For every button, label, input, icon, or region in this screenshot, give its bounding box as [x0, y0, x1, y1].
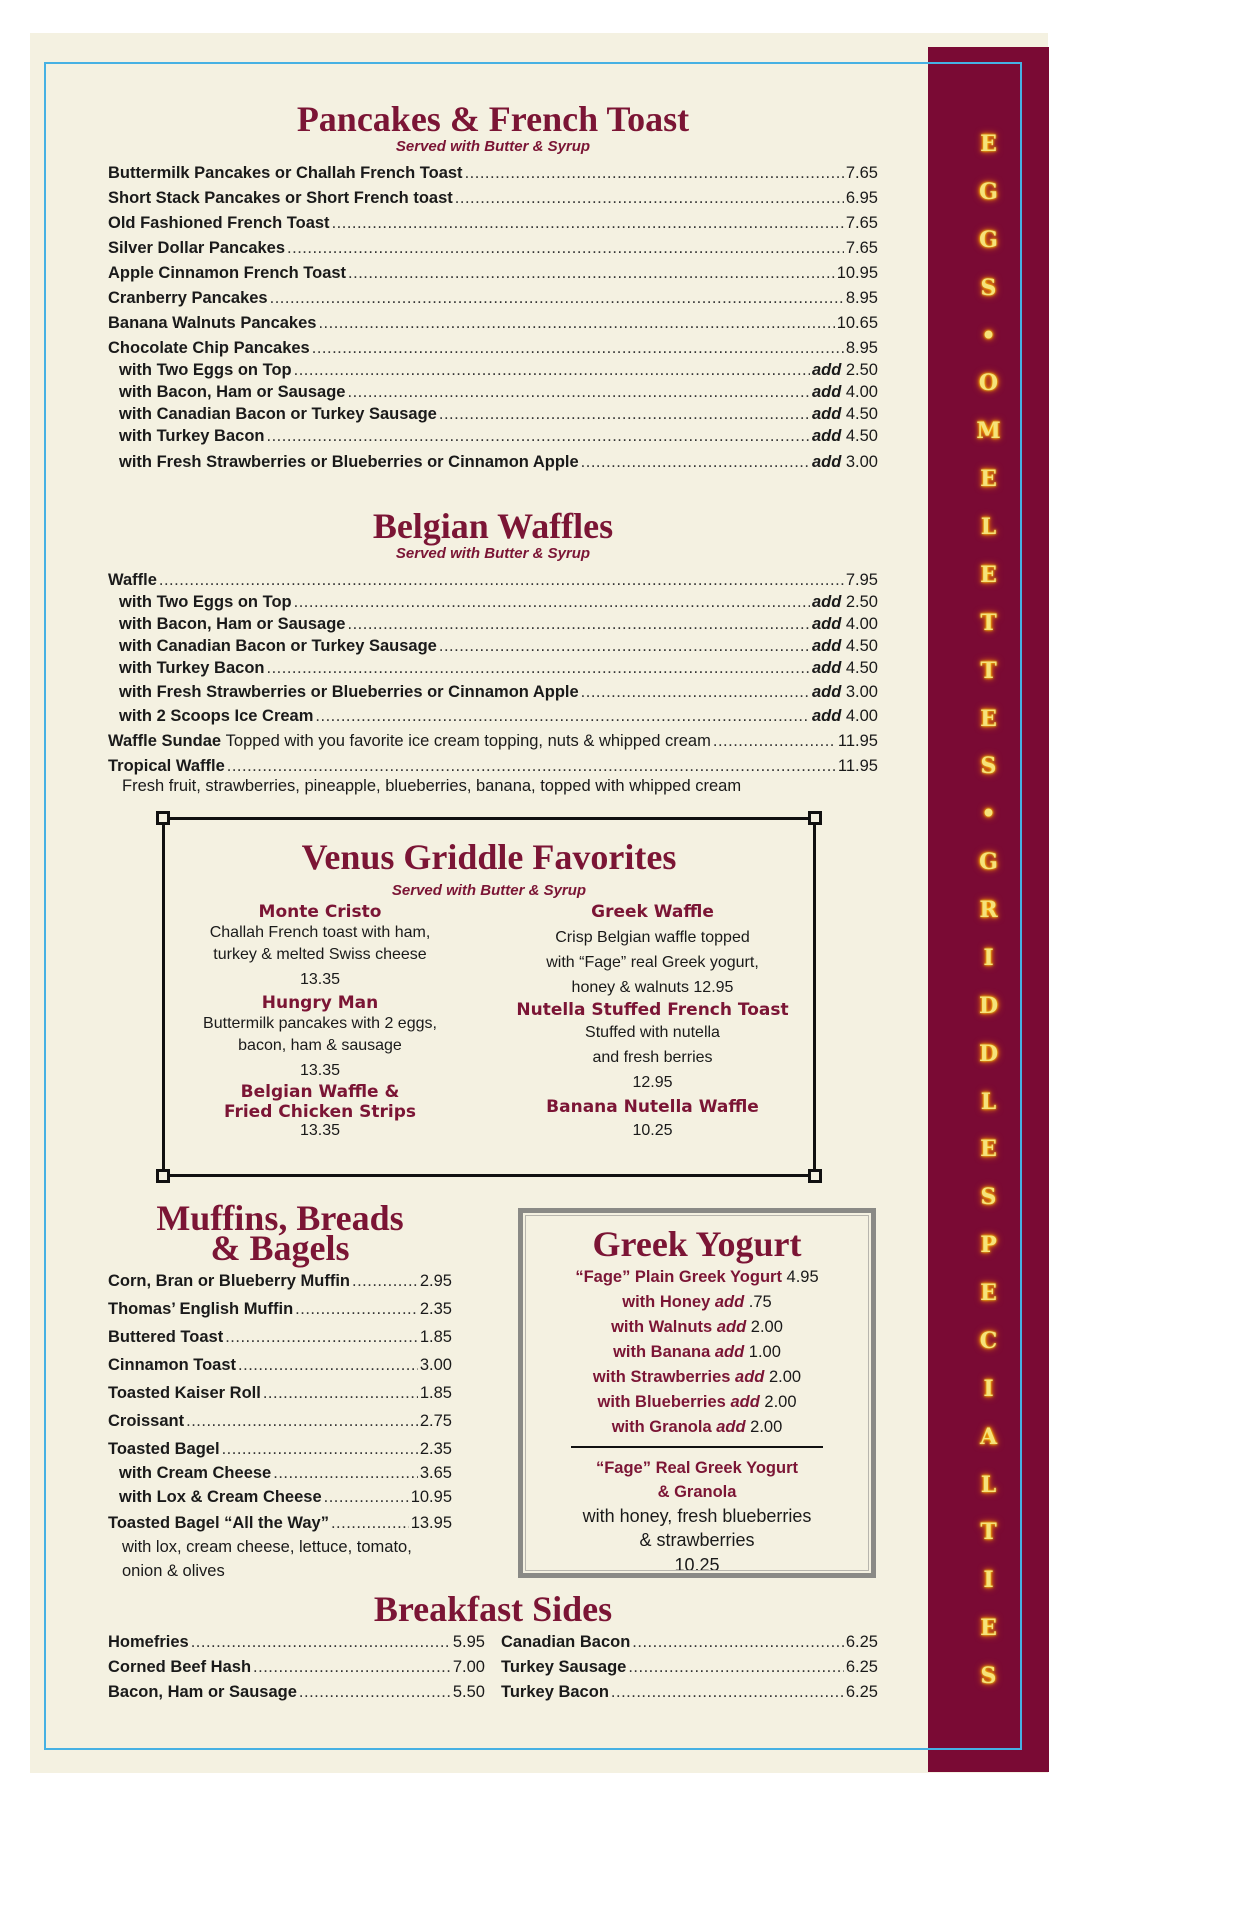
- menu-item: Croissant ..... 2.75: [108, 1411, 452, 1431]
- item-price: 13.35: [299, 971, 341, 988]
- item-description: onion & olives: [122, 1562, 225, 1580]
- menu-item: Corned Beef Hash ..... 7.00: [108, 1657, 485, 1677]
- menu-item: Corn, Bran or Blueberry Muffin ..... 2.95: [108, 1271, 452, 1291]
- menu-item: Chocolate Chip Pancakes ..... 8.95: [108, 338, 878, 358]
- item-price: 12.95: [632, 1074, 673, 1091]
- venus-right-column: [485, 902, 820, 1142]
- side-banner-letter: E: [980, 466, 997, 493]
- addon-item: with Cream Cheese ..... 3.65: [108, 1463, 452, 1483]
- venus-favorites-box: [162, 817, 816, 1177]
- section-subtitle: Served with Butter & Syrup: [395, 545, 591, 562]
- side-banner-letter: G: [979, 226, 998, 253]
- addon-item: with Turkey Bacon ..... add 4.50: [108, 658, 878, 678]
- item-name: Nutella Stuffed French Toast: [516, 1000, 789, 1020]
- section-pancakes: [108, 100, 878, 472]
- box-corner: [156, 811, 170, 825]
- addon-item: with Fresh Strawberries or Blueberries or Cinnamon Apple ..... add 3.00: [108, 452, 878, 472]
- item-description: with “Fage” real Greek yogurt,: [546, 954, 759, 971]
- menu-item: Turkey Bacon ..... 6.25: [501, 1682, 878, 1702]
- item-description: and fresh berries: [592, 1049, 713, 1066]
- item-description: Fresh fruit, strawberries, pineapple, blueberries, banana, topped with whipped cream: [122, 777, 742, 795]
- item-description: Stuffed with nutella: [585, 1024, 720, 1041]
- section-title: Belgian Waffles: [372, 506, 614, 546]
- venus-left-column: [165, 902, 475, 1140]
- section-title: Pancakes & French Toast: [296, 99, 690, 139]
- item-name: Fried Chicken Strips: [223, 1102, 417, 1122]
- addon-item: with Canadian Bacon or Turkey Sausage ..... add 4.50: [108, 636, 878, 656]
- item-price: 13.35: [299, 1062, 341, 1079]
- side-banner-letter: I: [983, 1567, 994, 1594]
- item-description: with lox, cream cheese, lettuce, tomato,: [122, 1538, 412, 1556]
- greek-yogurt-box: [518, 1208, 876, 1578]
- side-banner-letter: E: [980, 705, 997, 732]
- item-description: with honey, fresh blueberries: [582, 1506, 812, 1526]
- section-waffles: [108, 507, 878, 796]
- box-corner: [808, 811, 822, 825]
- side-banner-letter: E: [980, 1136, 997, 1163]
- section-title: & Bagels: [210, 1228, 350, 1268]
- menu-item: Cranberry Pancakes ..... 8.95: [108, 288, 878, 308]
- menu-item: Silver Dollar Pancakes ..... 7.65: [108, 238, 878, 258]
- side-banner-letter: S: [980, 274, 997, 301]
- menu-item: Waffle ..... 7.95: [108, 570, 878, 590]
- menu-item: Buttermilk Pancakes or Challah French Toast ..... 7.65: [108, 163, 878, 183]
- section-subtitle: Served with Butter & Syrup: [395, 138, 591, 155]
- addon-item: with Granola add 2.00: [611, 1418, 783, 1436]
- sides-right-column: [501, 1632, 878, 1702]
- side-banner-letter: T: [980, 1519, 997, 1546]
- section-title: Muffins, Breads: [156, 1198, 404, 1238]
- menu-item: Tropical Waffle ..... 11.95: [108, 756, 878, 776]
- menu-item: Toasted Bagel ..... 2.35: [108, 1439, 452, 1459]
- menu-item: Old Fashioned French Toast ..... 7.65: [108, 213, 878, 233]
- menu-item: Buttered Toast ..... 1.85: [108, 1327, 452, 1347]
- side-banner-letter: E: [980, 1280, 997, 1306]
- side-banner-letter: E: [980, 561, 997, 588]
- section-subtitle: Served with Butter & Syrup: [391, 882, 587, 899]
- addon-item: with Strawberries add 2.00: [592, 1368, 802, 1386]
- item-price: 10.25: [674, 1555, 720, 1575]
- item-description: honey & walnuts 12.95: [571, 979, 734, 996]
- menu-item: Short Stack Pancakes or Short French toast ..... 6.95: [108, 188, 878, 208]
- side-banner-letter: L: [980, 1471, 997, 1498]
- menu-item: Canadian Bacon ..... 6.25: [501, 1632, 878, 1652]
- addon-item: with Fresh Strawberries or Blueberries or Cinnamon Apple ..... add 3.00: [108, 682, 878, 702]
- addon-item: with 2 Scoops Ice Cream ..... add 4.00: [108, 706, 878, 726]
- side-banner-letter: G: [979, 849, 998, 876]
- side-banner-letter: E: [980, 131, 997, 157]
- addon-item: with Turkey Bacon ..... add 4.50: [108, 426, 878, 446]
- item-name: Hungry Man: [261, 993, 379, 1013]
- section-sides: [108, 1590, 878, 1712]
- menu-item: Toasted Bagel “All the Way” ..... 13.95: [108, 1513, 452, 1533]
- item-name: Belgian Waffle &: [240, 1082, 400, 1102]
- menu-item: Cinnamon Toast ..... 3.00: [108, 1355, 452, 1375]
- side-banner-text: [928, 130, 1049, 1690]
- item-price: 13.35: [299, 1122, 341, 1139]
- divider: [571, 1446, 823, 1448]
- side-banner-letter: I: [983, 1375, 994, 1402]
- side-banner-letter: T: [980, 657, 997, 684]
- section-title: Breakfast Sides: [373, 1589, 613, 1629]
- side-banner-letter: T: [980, 609, 997, 636]
- addon-item: with Bacon, Ham or Sausage ..... add 4.00: [108, 614, 878, 634]
- item-price: 10.25: [632, 1122, 673, 1139]
- side-banner-letter: L: [980, 1088, 997, 1115]
- box-corner: [808, 1169, 822, 1183]
- section-title: Venus Griddle Favorites: [301, 837, 677, 877]
- menu-item: Toasted Kaiser Roll ..... 1.85: [108, 1383, 452, 1403]
- box-corner: [156, 1169, 170, 1183]
- side-banner-letter: D: [978, 1040, 999, 1067]
- side-banner-letter: S: [980, 1663, 997, 1689]
- menu-item: Thomas’ English Muffin ..... 2.35: [108, 1299, 452, 1319]
- item-description: turkey & melted Swiss cheese: [213, 946, 427, 963]
- item-description: Buttermilk pancakes with 2 eggs,: [203, 1015, 437, 1032]
- addon-item: with Honey add .75: [622, 1293, 772, 1311]
- side-banner-letter: R: [979, 897, 998, 923]
- menu-item: Banana Walnuts Pancakes ..... 10.65: [108, 313, 878, 333]
- side-banner-letter: •: [981, 801, 996, 828]
- side-banner-letter: L: [980, 514, 997, 540]
- side-banner-letter: •: [981, 322, 996, 349]
- menu-item: Waffle Sundae Topped with you favorite ice cream topping, nuts & whipped cream ..... 11.95: [108, 731, 878, 751]
- item-description: Crisp Belgian waffle topped: [555, 929, 750, 946]
- addon-item: with Blueberries add 2.00: [597, 1393, 797, 1411]
- addon-item: with Banana add 1.00: [613, 1343, 781, 1361]
- section-title: Greek Yogurt: [592, 1224, 802, 1264]
- side-banner-letter: E: [980, 1615, 997, 1642]
- addon-item: with Lox & Cream Cheese ..... 10.95: [108, 1487, 452, 1507]
- item-name: Monte Cristo: [258, 902, 382, 922]
- addon-item: with Two Eggs on Top ..... add 2.50: [108, 592, 878, 612]
- addon-item: with Walnuts add 2.00: [611, 1318, 783, 1336]
- item-description: bacon, ham & sausage: [238, 1037, 402, 1054]
- side-banner-letter: D: [978, 992, 999, 1019]
- side-banner-letter: I: [983, 944, 994, 971]
- item-description: Challah French toast with ham,: [209, 924, 431, 941]
- sides-left-column: [108, 1632, 485, 1702]
- item-name: Banana Nutella Waffle: [546, 1097, 759, 1117]
- item-name: “Fage” Real Greek Yogurt: [595, 1459, 799, 1477]
- addon-item: with Canadian Bacon or Turkey Sausage ..... add 4.50: [108, 404, 878, 424]
- side-banner-letter: S: [980, 753, 997, 780]
- side-banner-letter: M: [976, 418, 1001, 445]
- side-banner-letter: A: [979, 1423, 998, 1450]
- addon-item: with Two Eggs on Top ..... add 2.50: [108, 360, 878, 380]
- menu-item: Homefries ..... 5.95: [108, 1632, 485, 1652]
- menu-item: Apple Cinnamon French Toast ..... 10.95: [108, 263, 878, 283]
- side-banner-letter: S: [980, 1184, 997, 1211]
- side-banner-letter: G: [979, 178, 998, 205]
- menu-item: Bacon, Ham or Sausage ..... 5.50: [108, 1682, 485, 1702]
- side-banner-letter: C: [979, 1327, 998, 1354]
- addon-item: with Bacon, Ham or Sausage ..... add 4.00: [108, 382, 878, 402]
- menu-item: “Fage” Plain Greek Yogurt 4.95: [575, 1268, 819, 1286]
- item-description: & strawberries: [639, 1530, 755, 1550]
- item-name: Greek Waffle: [591, 902, 714, 922]
- side-banner-letter: O: [978, 370, 999, 397]
- menu-item: Turkey Sausage ..... 6.25: [501, 1657, 878, 1677]
- side-banner-letter: P: [980, 1232, 997, 1259]
- item-name: & Granola: [657, 1483, 737, 1501]
- section-muffins: [108, 1198, 452, 1581]
